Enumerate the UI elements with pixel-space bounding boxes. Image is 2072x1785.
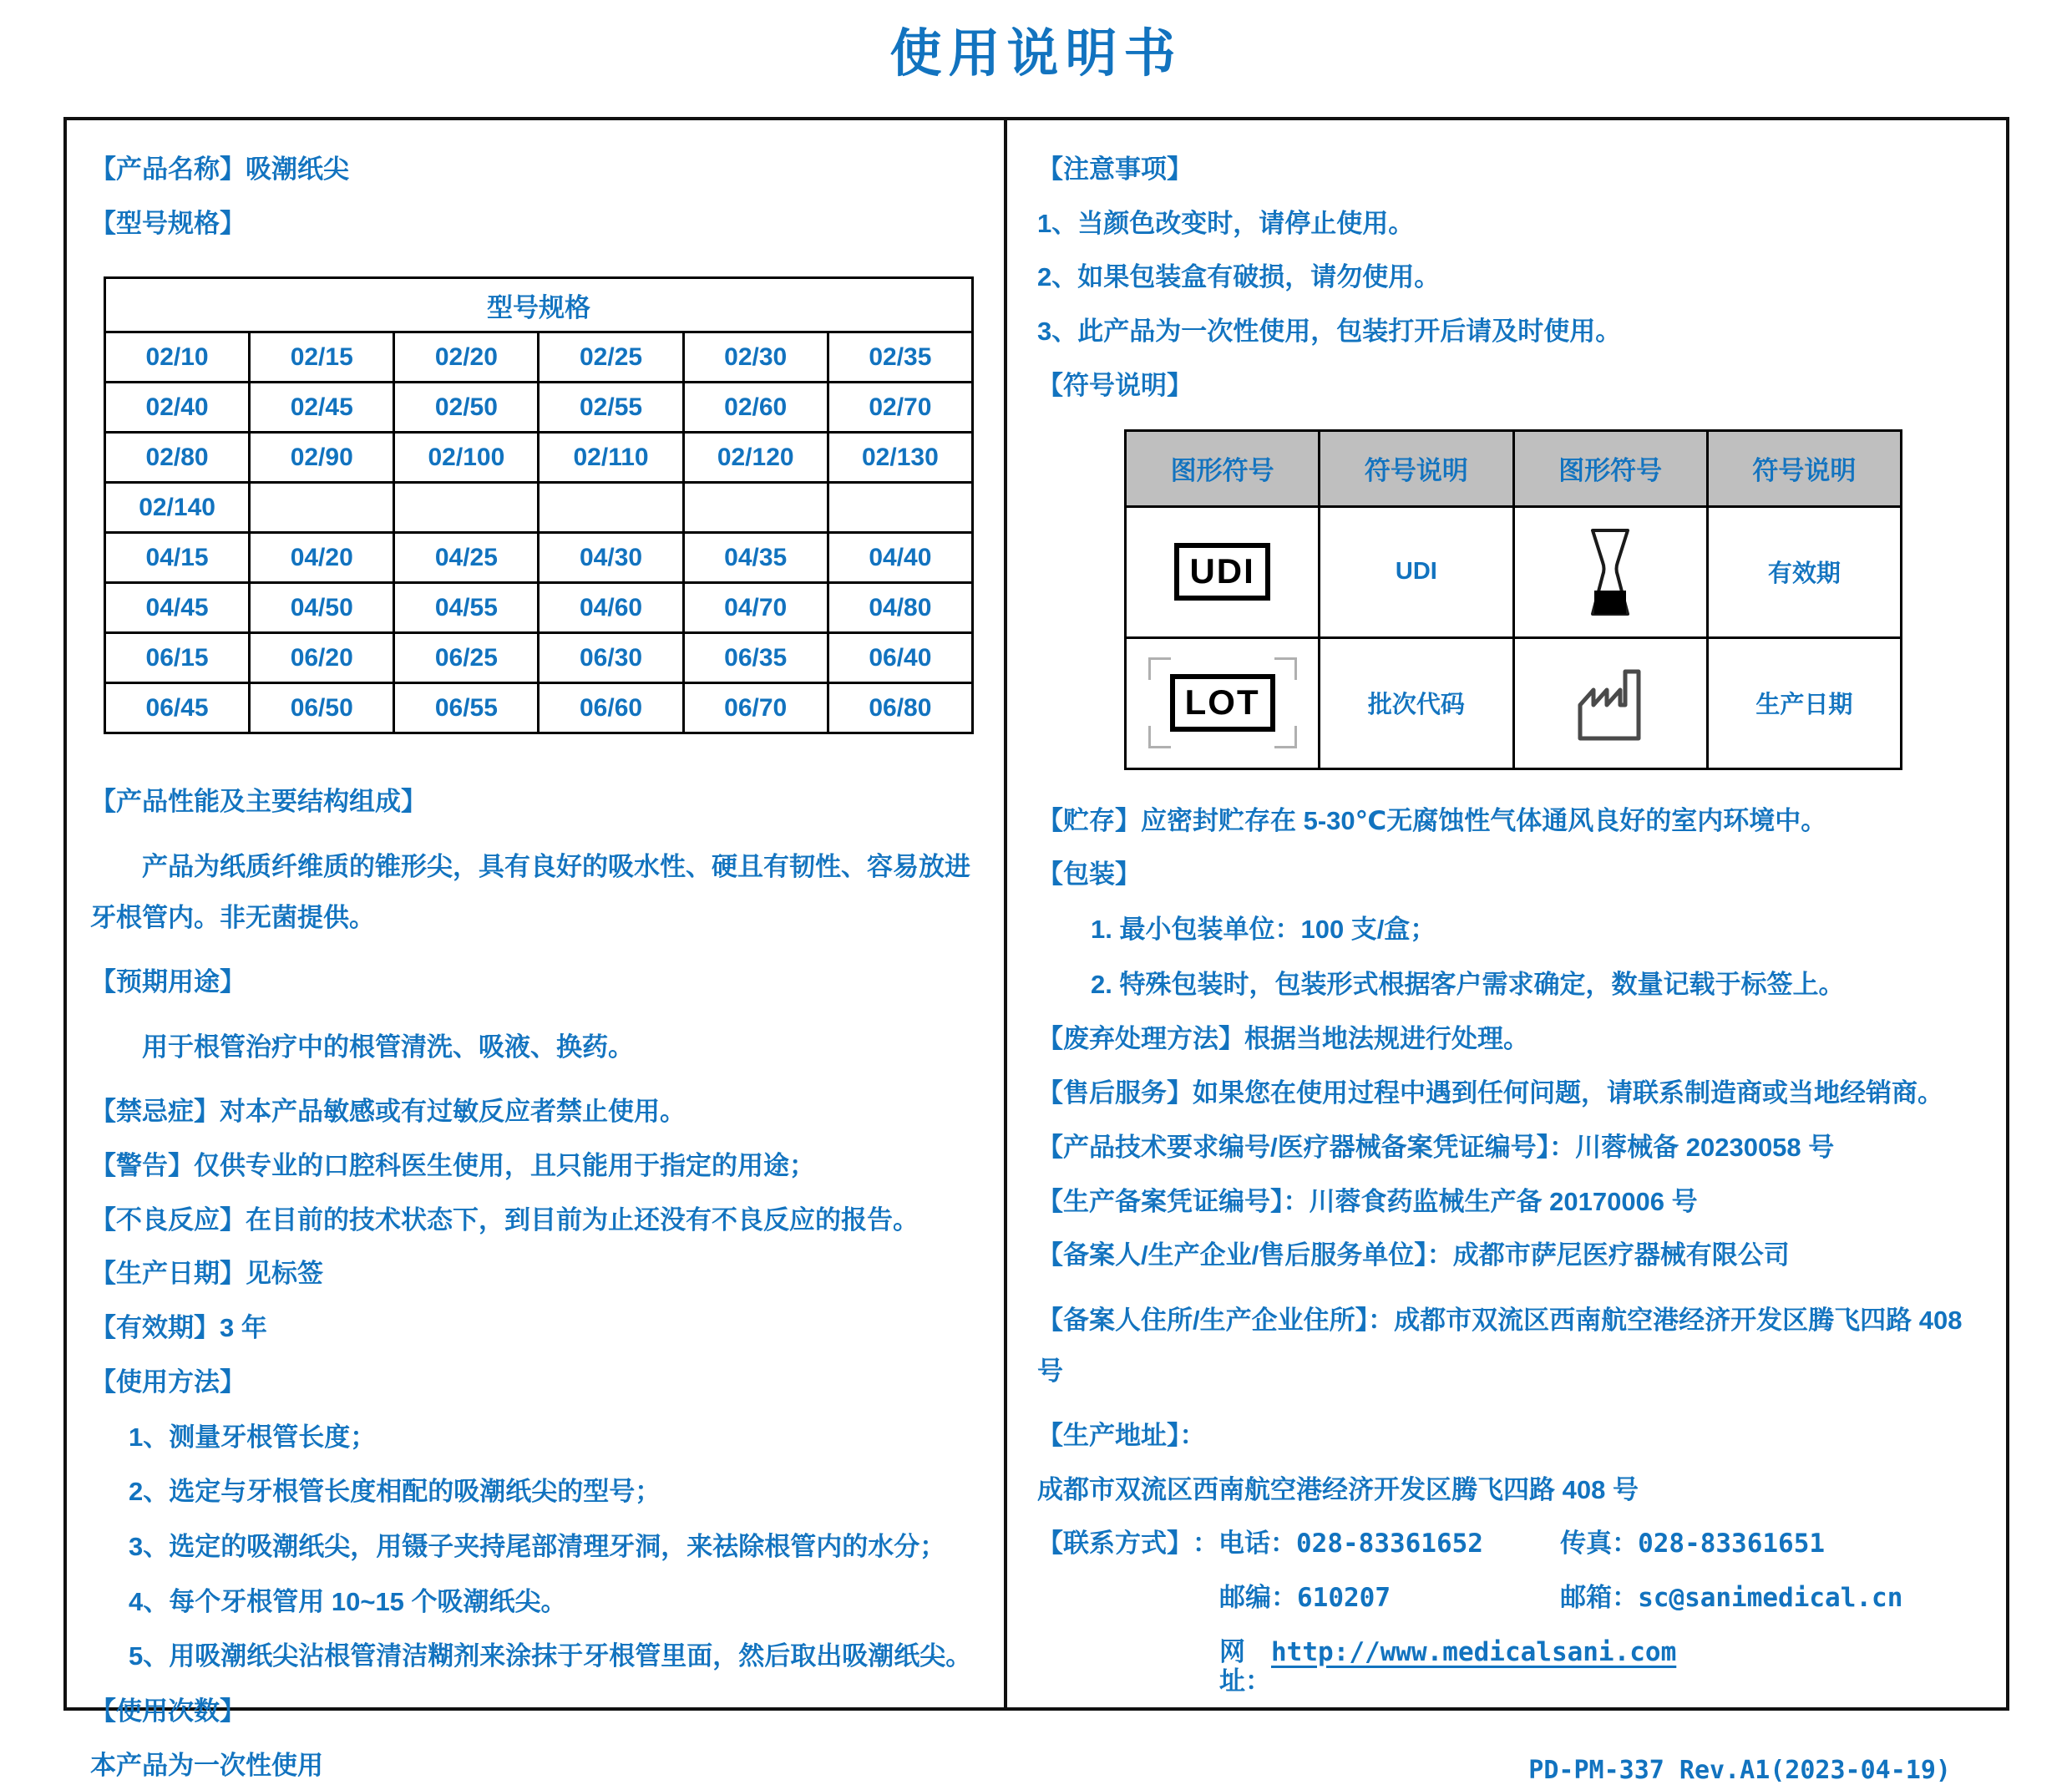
production-record-line: 【生产备案凭证编号】：川蓉食药监械生产备 20170006 号 bbox=[1037, 1186, 1698, 1216]
udi-icon: UDI bbox=[1174, 543, 1269, 600]
contact-label: 【联系方式】 bbox=[1037, 1529, 1193, 1559]
contact-row-zip-email bbox=[1037, 1584, 1971, 1613]
model-spec-cell: 02/40 bbox=[105, 383, 250, 433]
product-name-value: 吸潮纸尖 bbox=[246, 155, 349, 184]
page-title: 使用说明书 bbox=[889, 25, 1183, 83]
symbols-header-graphic-1: 图形符号 bbox=[1126, 430, 1320, 506]
product-name-line bbox=[90, 155, 979, 185]
model-spec-cell: 02/100 bbox=[394, 433, 539, 483]
model-spec-cell bbox=[394, 483, 539, 533]
production-date-line: 【生产日期】见标签 bbox=[90, 1259, 323, 1289]
website-link[interactable]: http://www.medicalsani.com bbox=[1271, 1636, 1677, 1667]
lot-icon-wrapper bbox=[1148, 657, 1297, 748]
model-spec-cell bbox=[828, 483, 972, 533]
registrant-address-line: 【备案人住所/生产企业住所】：成都市双流区西南航空港经济开发区腾飞四路 408 号 bbox=[1037, 1306, 1963, 1386]
packaging-item-1: 1. 最小包装单位：100 支/盒； bbox=[1091, 915, 1436, 945]
symbols-row-2 bbox=[1126, 637, 1902, 768]
precaution-item-2: 2、如果包装盒有破损，请勿使用。 bbox=[1037, 262, 1441, 292]
usage-count-heading: 【使用次数】 bbox=[90, 1696, 246, 1727]
model-spec-cell: 02/110 bbox=[539, 433, 683, 483]
model-spec-cell: 02/90 bbox=[250, 433, 394, 483]
intended-use-paragraph: 用于根管治疗中的根管清洗、吸液、换药。 bbox=[142, 1032, 634, 1062]
model-spec-cell: 06/60 bbox=[539, 683, 683, 733]
factory-manufacture-icon bbox=[1570, 662, 1650, 745]
model-spec-cell: 06/20 bbox=[250, 633, 394, 683]
model-spec-cell: 04/35 bbox=[683, 533, 828, 583]
model-spec-cell: 02/25 bbox=[539, 332, 683, 383]
model-spec-cell: 04/25 bbox=[394, 533, 539, 583]
precaution-item-1: 1、当颜色改变时，请停止使用。 bbox=[1037, 208, 1415, 238]
fax-number: 028-83361651 bbox=[1638, 1529, 1826, 1559]
model-spec-table bbox=[104, 276, 974, 734]
email-address: sc@sanimedical.cn bbox=[1638, 1583, 1903, 1614]
model-spec-cell: 02/50 bbox=[394, 383, 539, 433]
model-table-title-row bbox=[105, 278, 973, 332]
model-table-row bbox=[105, 433, 973, 483]
symbols-row-1 bbox=[1126, 506, 1902, 637]
model-spec-cell: 06/30 bbox=[539, 633, 683, 683]
zip-code: 610207 bbox=[1297, 1583, 1391, 1614]
precaution-item-3: 3、此产品为一次性使用，包装打开后请及时使用。 bbox=[1037, 317, 1622, 347]
disposal-line: 【废弃处理方法】根据当地法规进行处理。 bbox=[1037, 1024, 1529, 1054]
model-spec-cell: 02/70 bbox=[828, 383, 972, 433]
content-frame bbox=[63, 117, 2009, 1785]
usage-step-3: 3、选定的吸潮纸尖，用镊子夹持尾部清理牙洞，来祛除根管内的水分； bbox=[129, 1531, 946, 1561]
model-spec-cell: 02/80 bbox=[105, 433, 250, 483]
website-label: 网址： bbox=[1219, 1636, 1271, 1696]
model-table-row bbox=[105, 483, 973, 533]
model-spec-cell: 04/50 bbox=[250, 583, 394, 633]
model-spec-cell: 02/20 bbox=[394, 332, 539, 383]
adverse-reaction-line: 【不良反应】在目前的技术状态下，到目前为止还没有不良反应的报告。 bbox=[90, 1204, 919, 1235]
email-label: 邮箱： bbox=[1560, 1583, 1639, 1613]
model-spec-cell: 04/40 bbox=[828, 533, 972, 583]
usage-step-1: 1、测量牙根管长度； bbox=[129, 1422, 377, 1452]
model-table-row bbox=[105, 332, 973, 383]
hourglass-expiry-icon bbox=[1584, 527, 1636, 617]
packaging-heading: 【包装】 bbox=[1037, 860, 1141, 890]
symbols-table bbox=[1124, 429, 1902, 770]
model-spec-cell: 06/70 bbox=[683, 683, 828, 733]
model-table-row bbox=[105, 633, 973, 683]
model-spec-cell: 06/25 bbox=[394, 633, 539, 683]
model-spec-cell: 02/10 bbox=[105, 332, 250, 383]
model-spec-cell: 02/130 bbox=[828, 433, 972, 483]
model-spec-cell: 04/20 bbox=[250, 533, 394, 583]
production-address-text: 成都市双流区西南航空港经济开发区腾飞四路 408 号 bbox=[1037, 1474, 1639, 1504]
model-spec-line bbox=[90, 210, 979, 239]
model-spec-cell: 02/35 bbox=[828, 332, 972, 383]
model-spec-cell: 06/45 bbox=[105, 683, 250, 733]
symbols-heading: 【符号说明】 bbox=[1037, 370, 1193, 400]
contact-row-website bbox=[1037, 1638, 1971, 1696]
zip-label: 邮编： bbox=[1219, 1583, 1297, 1613]
usage-step-5: 5、用吸潮纸尖沾根管清洁糊剂来涂抹于牙根管里面，然后取出吸潮纸尖。 bbox=[129, 1641, 972, 1671]
model-spec-cell: 06/80 bbox=[828, 683, 972, 733]
model-table-body bbox=[105, 332, 973, 733]
model-spec-cell: 02/60 bbox=[683, 383, 828, 433]
model-spec-cell bbox=[683, 483, 828, 533]
model-spec-cell bbox=[539, 483, 683, 533]
after-sales-line: 【售后服务】如果您在使用过程中遇到任何问题，请联系制造商或当地经销商。 bbox=[1037, 1078, 1943, 1108]
model-spec-cell bbox=[250, 483, 394, 533]
registrant-line: 【备案人/生产企业/售后服务单位】：成都市萨尼医疗器械有限公司 bbox=[1037, 1240, 1790, 1270]
model-spec-cell: 02/45 bbox=[250, 383, 394, 433]
left-column bbox=[67, 120, 1007, 1780]
phone-label: 电话： bbox=[1218, 1529, 1296, 1559]
model-spec-cell: 06/50 bbox=[250, 683, 394, 733]
model-spec-cell: 06/40 bbox=[828, 633, 972, 683]
fax-label: 传真： bbox=[1560, 1529, 1639, 1559]
intended-use-heading: 【预期用途】 bbox=[90, 967, 246, 997]
model-spec-cell: 02/140 bbox=[105, 483, 250, 533]
usage-step-4: 4、每个牙根管用 10~15 个吸潮纸尖。 bbox=[129, 1586, 567, 1616]
model-spec-cell: 04/60 bbox=[539, 583, 683, 633]
model-spec-cell: 02/15 bbox=[250, 332, 394, 383]
mfg-date-desc: 生产日期 bbox=[1707, 637, 1901, 768]
usage-step-2: 2、选定与牙根管长度相配的吸潮纸尖的型号； bbox=[129, 1477, 661, 1507]
model-spec-cell: 04/45 bbox=[105, 583, 250, 633]
packaging-item-2: 2. 特殊包装时，包装形式根据客户需求确定，数量记载于标签上。 bbox=[1091, 969, 1845, 999]
model-spec-cell: 02/30 bbox=[683, 332, 828, 383]
lot-icon: LOT bbox=[1170, 674, 1275, 731]
usage-method-heading: 【使用方法】 bbox=[90, 1367, 246, 1397]
model-spec-cell: 04/80 bbox=[828, 583, 972, 633]
storage-line: 【贮存】应密封贮存在 5-30℃无腐蚀性气体通风良好的室内环境中。 bbox=[1037, 805, 1827, 835]
contraindication-line: 【禁忌症】对本产品敏感或有过敏反应者禁止使用。 bbox=[90, 1097, 686, 1127]
tech-requirement-line: 【产品技术要求编号/医疗器械备案凭证编号】：川蓉械备 20230058 号 bbox=[1037, 1132, 1835, 1162]
model-table-row bbox=[105, 683, 973, 733]
model-spec-cell: 04/55 bbox=[394, 583, 539, 633]
lot-desc: 批次代码 bbox=[1320, 637, 1513, 768]
model-spec-label: 【型号规格】 bbox=[90, 208, 246, 238]
model-spec-cell: 04/30 bbox=[539, 533, 683, 583]
model-spec-cell: 04/15 bbox=[105, 533, 250, 583]
phone-number: 028-83361652 bbox=[1296, 1529, 1483, 1559]
model-table-row bbox=[105, 383, 973, 433]
performance-paragraph: 产品为纸质纤维质的锥形尖，具有良好的吸水性、硬且有韧性、容易放进牙根管内。非无菌提供。 bbox=[90, 852, 970, 932]
symbols-header-desc-1: 符号说明 bbox=[1320, 430, 1513, 506]
udi-desc: UDI bbox=[1320, 506, 1513, 637]
model-table-title: 型号规格 bbox=[105, 278, 973, 332]
model-table-row bbox=[105, 583, 973, 633]
symbols-header-desc-2: 符号说明 bbox=[1707, 430, 1901, 506]
usage-count-text: 本产品为一次性使用 bbox=[90, 1750, 323, 1780]
model-spec-cell: 06/55 bbox=[394, 683, 539, 733]
validity-line: 【有效期】3 年 bbox=[90, 1313, 267, 1343]
contact-row-phone-fax: 【联系方式】 ： 电话： 028-83361652 传真：028-83361651 bbox=[1037, 1529, 1826, 1559]
symbols-header-graphic-2: 图形符号 bbox=[1513, 430, 1707, 506]
performance-heading: 【产品性能及主要结构组成】 bbox=[90, 787, 427, 817]
document-number: PD-PM-337 Rev.A1(2023-04-19) bbox=[1528, 1756, 1951, 1785]
precautions-heading: 【注意事项】 bbox=[1037, 155, 1193, 184]
expiry-desc: 有效期 bbox=[1707, 506, 1901, 637]
product-name-label: 【产品名称】 bbox=[90, 155, 246, 184]
model-spec-cell: 02/55 bbox=[539, 383, 683, 433]
production-address-heading: 【生产地址】： bbox=[1037, 1420, 1206, 1450]
model-spec-cell: 06/15 bbox=[105, 633, 250, 683]
warning-line: 【警告】仅供专业的口腔科医生使用，且只能用于指定的用途； bbox=[90, 1150, 815, 1180]
model-spec-cell: 04/70 bbox=[683, 583, 828, 633]
model-table-row bbox=[105, 533, 973, 583]
right-column bbox=[1007, 120, 2006, 1785]
model-spec-cell: 02/120 bbox=[683, 433, 828, 483]
model-spec-cell: 06/35 bbox=[683, 633, 828, 683]
symbols-header-row bbox=[1126, 430, 1902, 506]
